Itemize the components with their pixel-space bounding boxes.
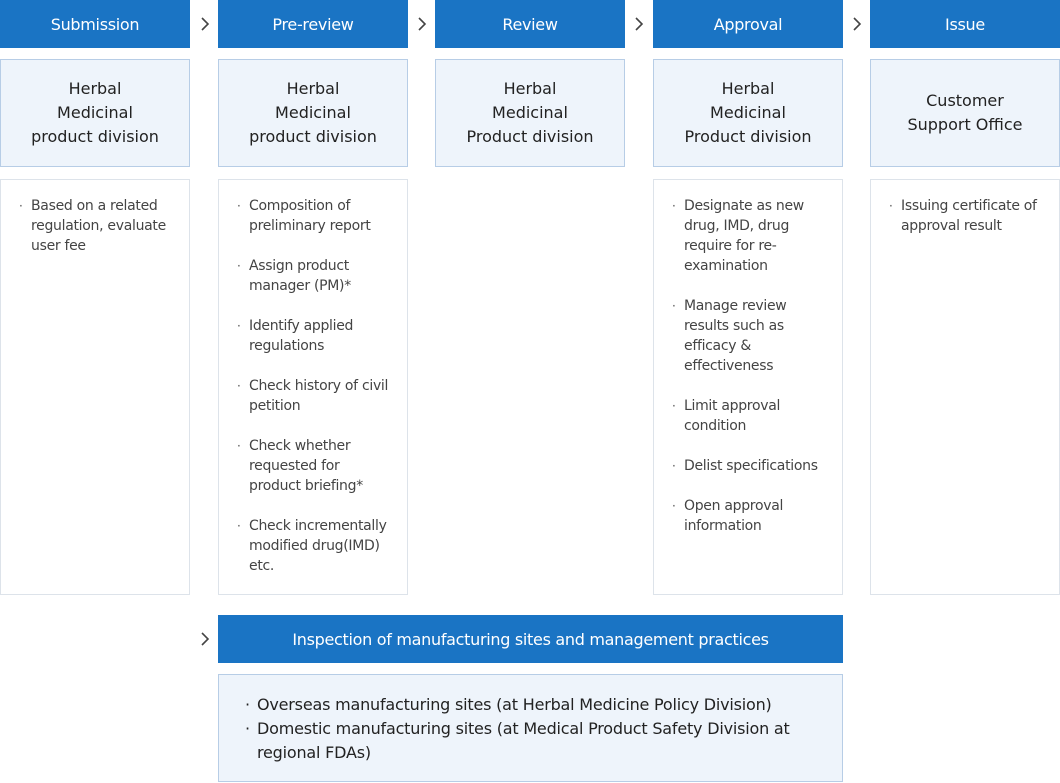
task-text: Check whether requested for product briefing* <box>249 438 363 494</box>
task-text: Check incrementally modified drug(IMD) etc. <box>249 518 387 574</box>
bullet-mark: · <box>889 199 893 213</box>
stage-header-submission: Submission <box>0 0 190 48</box>
task-item <box>672 496 830 536</box>
unit-box-review <box>435 59 625 167</box>
unit-line: Herbal <box>721 79 775 98</box>
task-item <box>672 196 830 276</box>
inspection-item <box>245 693 822 717</box>
task-text: Based on a related regulation, evaluate user fee <box>31 198 166 254</box>
task-text: Limit approval condition <box>684 398 781 434</box>
unit-line: Herbal <box>503 79 557 98</box>
task-text: Check history of civil petition <box>249 378 389 414</box>
chevron-right-icon <box>630 15 648 33</box>
bullet-mark: · <box>245 719 250 738</box>
task-item <box>672 296 830 376</box>
task-item <box>889 196 1047 236</box>
unit-line: Product division <box>684 127 812 146</box>
bullet-mark: · <box>237 379 241 393</box>
bullet-mark: · <box>245 695 250 714</box>
inspection-item <box>245 717 822 765</box>
chevron-right-icon <box>848 15 866 33</box>
bullet-mark: · <box>672 199 676 213</box>
unit-box-pre-review <box>218 59 408 167</box>
stage-header-pre-review: Pre-review <box>218 0 408 48</box>
unit-line: product division <box>31 127 159 146</box>
bullet-mark: · <box>237 319 241 333</box>
task-item <box>672 396 830 436</box>
bullet-mark: · <box>19 199 23 213</box>
task-box-pre-review <box>218 179 408 595</box>
unit-line: product division <box>249 127 377 146</box>
task-text: Composition of preliminary report <box>249 198 371 234</box>
stage-header-review: Review <box>435 0 625 48</box>
bullet-mark: · <box>672 399 676 413</box>
task-item <box>237 436 395 496</box>
bullet-mark: · <box>237 519 241 533</box>
task-item <box>237 316 395 356</box>
task-item <box>237 196 395 236</box>
unit-line: Support Office <box>907 115 1023 134</box>
task-text: Delist specifications <box>684 458 818 474</box>
unit-line: Medicinal <box>710 103 786 122</box>
bullet-mark: · <box>672 459 676 473</box>
task-text: Designate as new drug, IMD, drug require for re-examination <box>684 198 804 274</box>
unit-line: Product division <box>466 127 594 146</box>
inspection-header: Inspection of manufacturing sites and management practices <box>218 615 843 663</box>
chevron-right-icon <box>196 630 214 648</box>
bullet-mark: · <box>237 259 241 273</box>
unit-line: Herbal <box>68 79 122 98</box>
chevron-right-icon <box>196 15 214 33</box>
inspection-detail-box <box>218 674 843 782</box>
task-text: Issuing certificate of approval result <box>901 198 1037 234</box>
chevron-right-icon <box>413 15 431 33</box>
bullet-mark: · <box>672 299 676 313</box>
unit-line: Medicinal <box>492 103 568 122</box>
bullet-mark: · <box>237 199 241 213</box>
unit-line: Customer <box>926 91 1004 110</box>
unit-line: Medicinal <box>57 103 133 122</box>
task-text: Assign product manager (PM)* <box>249 258 351 294</box>
unit-line: Medicinal <box>275 103 351 122</box>
task-item <box>19 196 177 256</box>
inspection-text: Domestic manufacturing sites (at Medical Product Safety Division at regional FDAs) <box>257 719 790 762</box>
inspection-text: Overseas manufacturing sites (at Herbal Medicine Policy Division) <box>257 695 772 714</box>
task-item <box>237 256 395 296</box>
task-box-submission <box>0 179 190 595</box>
task-item <box>672 456 830 476</box>
unit-box-submission <box>0 59 190 167</box>
unit-box-issue <box>870 59 1060 167</box>
task-item <box>237 516 395 576</box>
task-box-approval <box>653 179 843 595</box>
unit-line: Herbal <box>286 79 340 98</box>
stage-header-issue: Issue <box>870 0 1060 48</box>
bullet-mark: · <box>672 499 676 513</box>
stage-header-approval: Approval <box>653 0 843 48</box>
bullet-mark: · <box>237 439 241 453</box>
unit-box-approval <box>653 59 843 167</box>
task-text: Manage review results such as efficacy & effectiveness <box>684 298 787 374</box>
task-text: Open approval information <box>684 498 784 534</box>
task-text: Identify applied regulations <box>249 318 354 354</box>
task-item <box>237 376 395 416</box>
task-box-issue <box>870 179 1060 595</box>
